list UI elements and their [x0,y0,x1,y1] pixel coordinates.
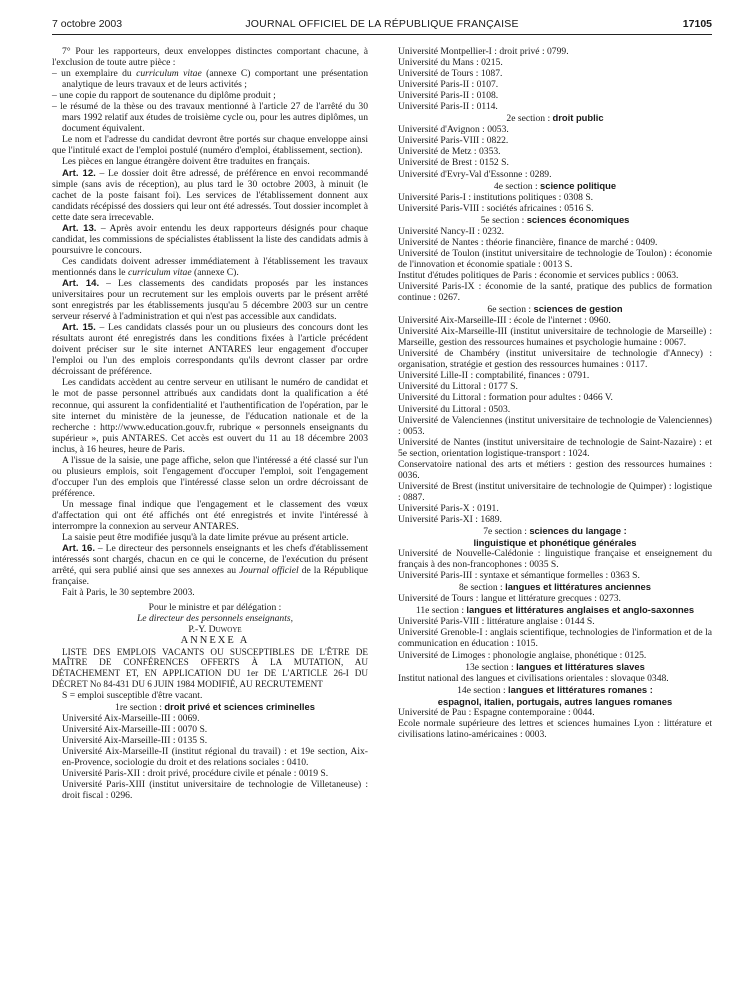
section-4-list [388,192,712,214]
list-item: Université Paris-II : 0107. [398,79,499,91]
signature-title: Le directeur des personnels enseignants, [136,613,294,625]
article-text: – Les classements des candidats proposés par les instances universitaires pour un recrutement sur les emplois ouverts par le présent arrêté sont enregistrés par les établissements jusqu'au 5 décembre 2003 sur un centre serveur réservé à l'administration et qui n'est pas accessible aux candidats. [52,277,368,323]
list-item: Université Aix-Marseille-II (institut régional du travail) : et 19e section, Aix-en-Provence, sociologie du droit et des relations sociales : 0410. [62,745,368,768]
article-text: – Le dossier doit être adressé, de préférence en envoi recommandé simple (sans avis de réception), au plus tard le 30 octobre 2003, à minuit (le cachet de la poste faisant foi). Les services de l'établissement donnent aux candidats récépissé des dossiers qui leur ont été adressés. Tout dossier incomplet à cette date sera irrecevable. [52,167,368,223]
list-item: Université de Pau : Espagne contemporaine : 0044. [398,706,595,718]
fait-a-paris: Fait à Paris, le 30 septembre 2003. [62,587,195,599]
section-7-list [388,548,712,581]
section-title: langues et littératures anglaises et anglo-saxonnes [466,604,695,616]
section-2-list [388,124,712,179]
list-item: Université de Toulon (institut universitaire de technologie de Toulon) : économie de l'innovation et économie spatiale : 0013 S. [398,247,712,270]
section-title: langues et littératures romanes : [508,683,653,695]
signature-name: P.-Y. Duwoye [188,624,242,636]
section-heading-1 [52,701,368,713]
list-item: Université Paris-VIII : littérature anglaise : 0144 S. [398,616,595,628]
list-item: Institut national des langues et civilisations orientales : slovaque 0348. [398,672,669,684]
list-item: Université d'Evry-Val d'Essonne : 0289. [398,168,552,180]
section-6-list [388,315,712,525]
paragraph-emphasis: curriculum vitae [127,266,192,278]
list-item: Université Paris-VIII : sociétés africaines : 0516 S. [398,202,594,214]
section-number: 5e section : [480,214,527,226]
bullet-curriculum [52,68,368,90]
section-heading-2 [388,112,712,124]
section-subtitle: espagnol, italien, portugais, autres langues romanes [437,695,673,707]
article-text: de la République française. [52,565,369,588]
section-heading-7 [388,525,712,548]
right-column [388,46,712,740]
section-14-list [388,707,712,740]
list-item: Université de Limoges : phonologie anglaise, phonétique : 0125. [398,649,647,661]
list-item: Université Aix-Marseille-III : 0135 S. [62,734,208,746]
paragraph-text: (annexe C). [191,266,239,278]
paragraph-saisie: La saisie peut être modifiée jusqu'à la date limite prévue au présent article. [62,532,349,544]
article-15 [52,322,368,377]
list-item: Université Paris-X : 0191. [398,502,499,514]
bullet-text: (annexe C) comportant une présentation analytique de leurs travaux et de leurs activités ; [62,68,368,91]
annexe-title: ANNEXE A [180,635,250,647]
article-16 [52,543,368,587]
list-item: Université Paris-II : 0114. [398,101,498,113]
paragraph-nom: Le nom et l'adresse du candidat devront être portés sur chaque enveloppe ainsi que l'intitulé exact de l'emploi postulé (numéro d'emploi, établissement, section). [52,134,368,157]
list-item: Université de Nantes (institut universitaire de technologie de Saint-Nazaire) : et 5e section, orientation logistique-transport : 1024. [398,436,712,459]
section-heading-13 [388,661,712,673]
section-8-list [388,593,712,604]
section-subtitle: linguistique et phonétique générales [473,537,637,549]
section-1-list [52,713,368,801]
list-item: Université Paris-III : syntaxe et sémantique formelles : 0363 S. [398,570,640,582]
list-item: Université Paris-XI : 1689. [398,513,502,525]
signature-line-1: Pour le ministre et par délégation : [148,602,282,614]
list-item: Université Aix-Marseille-III : école de l'internet : 0960. [398,315,611,327]
list-item: Université Paris-XII : droit privé, procédure civile et pénale : 0019 S. [62,768,329,780]
paragraph-message: Un message final indique que l'engagement et le classement des vœux d'affectation qui ont été affichés ont été enregistrés et invite l'intéressé à interrompre la connexion au serveur ANTARES. [52,498,368,533]
section-number: 4e section : [493,180,541,192]
list-item: Université de Metz : 0353. [398,146,501,158]
section-5-list [388,226,712,303]
section-heading-4 [388,180,712,192]
list-item: Université de Valenciennes (institut universitaire de technologie de Valenciennes) : 0053. [398,414,712,437]
section-number: 11e section : [415,605,467,617]
article-13 [52,223,368,256]
article-14 [52,278,368,322]
list-item: Université de Brest : 0152 S. [398,157,509,169]
list-item: Institut d'études politiques de Paris : économie et services publics : 0063. [398,269,679,281]
paragraph-text: Ces candidats doivent adresser immédiatement à l'établissement les travaux mentionnés dans le [52,255,368,278]
article-label: Art. 16. [62,543,96,555]
list-item: Ecole normale supérieure des lettres et sciences humaines Lyon : littérature et civilisations latino-américaines : 0003. [398,717,712,740]
article-label: Art. 15. [62,322,96,334]
section-heading-8 [388,581,712,593]
list-item: Université de Tours : langue et littérature grecques : 0273. [398,593,621,605]
section-number: 8e section : [459,582,506,594]
section-title: sciences économiques [526,213,630,225]
article-text: – Les candidats classés pour un ou plusieurs des concours dont les résultats auront été enregistrés dans les conditions fixées à l'article précédent doivent préciser sur le site internet ANTARES leur engagement d'occuper l'emploi ou l'un des emplois correspondants qu'ils devront classer par ordre décroissant de préférence. [52,322,368,378]
bullet-text: – un exemplaire du [52,68,137,80]
article-12 [52,168,368,223]
list-item: Université Grenoble-I : anglais scientifique, technologies de l'information et de la communication en éducation : 1015. [398,627,712,650]
section-1-continued-list [388,46,712,112]
list-item: Université Paris-XIII (institut universitaire de technologie de Villetaneuse) : droit fiscal : 0296. [62,779,368,802]
paragraph-issue: A l'issue de la saisie, une page affiche, selon que l'intéressé a été classé sur l'un ou plusieurs emplois, soit l'engagement d'occuper l'emploi, soit l'engagement d'occuper l'un des emplois que l'intéressé classe selon un ordre décroissant de préférence. [52,454,368,499]
list-item: Université Paris-II : 0108. [398,90,499,102]
list-item: Conservatoire national des arts et métiers : gestion des ressources humaines : 0036. [398,458,712,481]
article-text: – Le directeur des personnels enseignants et les chefs d'établissement intéressés sont chargés, chacun en ce qui le concerne, de l'exécution du présent arrêté, qui sera publié ainsi que ses annexes au [52,543,368,577]
list-item: Université de Brest (institut universitaire de technologie de Quimper) : logistique : 0887. [398,480,712,503]
signature-line-2 [52,613,368,624]
section-11-list [388,616,712,660]
section-title: sciences de gestion [533,303,623,315]
list-item: Université Montpellier-I : droit privé : 0799. [398,46,569,57]
list-item: Université du Littoral : formation pour adultes : 0466 V. [398,392,613,404]
section-title: langues et littératures slaves [516,660,645,672]
list-item: Université Paris-VIII : 0822. [398,135,509,147]
bullet-emphasis: curriculum vitae [136,68,202,80]
list-item: Université Paris-IX : économie de la santé, pratique des publics de formation continue : 0267. [398,280,712,304]
paragraph-candidats [52,256,368,278]
header-date: 7 octobre 2003 [52,18,123,30]
article-label: Art. 13. [62,222,97,234]
section-heading-6 [388,303,712,315]
list-item: Université d'Avignon : 0053. [398,124,509,136]
article-label: Art. 14. [62,277,100,289]
section-number: 2e section : [506,113,553,125]
section-number: 7e section : [483,526,530,538]
section-heading-5 [388,214,712,226]
section-heading-14 [388,684,712,707]
paragraph-pieces: Les pièces en langue étrangère doivent être traduites en français. [62,156,310,168]
section-title: droit privé et sciences criminelles [164,700,315,712]
section-title: sciences du langage : [529,525,627,537]
section-title: science politique [540,179,617,191]
section-title: langues et littératures anciennes [505,581,651,593]
legend-s: S = emploi susceptible d'être vacant. [62,689,203,701]
list-item: Université de Tours : 1087. [398,68,503,80]
list-item: Université Aix-Marseille-III : 0070 S. [62,723,208,735]
list-item: Université de Chambéry (institut universitaire de technologie d'Annecy) : organisation, stratégie et gestion des ressources humaines : 0117. [398,348,712,371]
article-label: Art. 12. [62,167,96,179]
section-title: droit public [552,112,604,124]
paragraph-7: 7° Pour les rapporteurs, deux enveloppes distinctes comportant chacune, à l'exclusion de toute autre pièce : [52,46,368,69]
liste-title: LISTE DES EMPLOIS VACANTS OU SUSCEPTIBLES DE L'ÊTRE DE MAÎTRE DE CONFÉRENCES OFFERTS À LA MUTATION, AU DÉTACHEMENT ET, EN APPLICATION DU 1er DE L'ARTICLE 26-I DU DÉCRET No 84-431 DU 6 JUIN 1984 MODIFIÉ, AU RECRUTEMENT [52,646,368,689]
list-item: Université Aix-Marseille-III : 0069. [62,712,200,724]
left-column [52,46,368,801]
section-number: 14e section : [457,684,509,696]
bullet-rapport: – une copie du rapport de soutenance du diplôme produit ; [52,90,276,102]
list-item: Université Paris-I : institutions politiques : 0308 S. [398,191,594,203]
page-header [52,18,712,35]
header-journal-title: JOURNAL OFFICIEL DE LA RÉPUBLIQUE FRANÇAISE [245,18,519,30]
list-item: Université de Nouvelle-Calédonie : linguistique française et enseignement du français à des non-francophones : 0035 S. [398,548,712,571]
list-item: Université du Littoral : 0177 S. [398,381,518,393]
list-item: Université du Mans : 0215. [398,57,503,69]
section-number: 6e section : [487,304,534,316]
list-item: Université de Nantes : théorie financière, finance de marché : 0409. [398,236,658,248]
section-13-list [388,673,712,684]
section-number: 1re section : [115,701,165,713]
article-emphasis: Journal officiel [239,565,299,577]
list-item: Université Aix-Marseille-III (institut universitaire de technologie de Marseille) : Marseille, gestion des ressources humaines et psychologie humaine : 0067. [398,326,712,349]
section-heading-11 [388,604,712,616]
section-number: 13e section : [465,661,517,673]
header-page-number: 17105 [682,18,712,30]
list-item: Université Nancy-II : 0232. [398,225,505,237]
list-item: Université du Littoral : 0503. [398,403,511,415]
article-text: – Après avoir entendu les deux rapporteurs désignés pour chaque candidat, les commissions de spécialistes établissent la liste des candidats admis à poursuivre le concours. [52,222,369,256]
list-item: Université Lille-II : comptabilité, finances : 0791. [398,370,590,382]
paragraph-acces: Les candidats accèdent au centre serveur en utilisant le numéro de candidat et le mot de passe personnel attribués aux candidats dont la qualification a été reconnue, qui assurent la confidentialité et l'authentification de l'opération, par le site internet du ministère de la jeunesse, de l'éducation nationale et de la recherche : http://www.education.gouv.fr, rubrique « personnels enseignants du supérieur », puis ANTARES. Cet accès est ouvert du 11 au 18 décembre 2003 inclus, à 16 heures, heure de Paris. [52,377,368,455]
bullet-resume: – le résumé de la thèse ou des travaux mentionné à l'article 27 de l'arrêté du 30 mars 1992 relatif aux études de troisième cycle ou, pour les autres diplômes, un document équivalent. [52,101,368,135]
